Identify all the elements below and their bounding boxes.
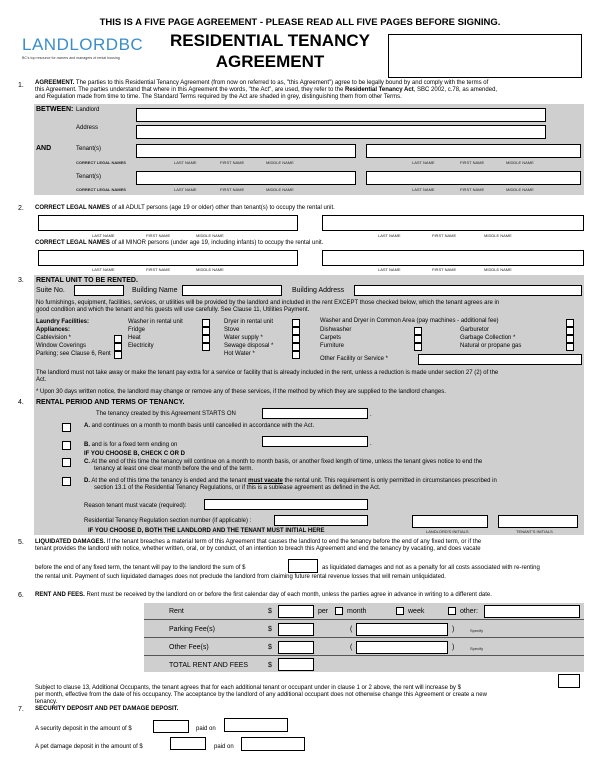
s3-text bbox=[36, 300, 582, 314]
hotwater-checkbox[interactable] bbox=[292, 351, 300, 359]
cablevision-label: Cablevision * bbox=[36, 335, 72, 341]
fridge-checkbox[interactable] bbox=[202, 327, 210, 335]
option-a-label: A. bbox=[84, 423, 90, 429]
tenant1-middle-caption: MIDDLE NAME bbox=[266, 160, 294, 165]
s6-subject bbox=[35, 685, 560, 706]
washer-label: Washer in rental unit bbox=[128, 319, 183, 325]
s5-text-line2: tenant provides the landlord with notice, whether written, oral, or by conduct, of an intention to breach this Agreement and end the tenancy by vacating, and does vacate bbox=[35, 546, 481, 552]
s6-sub-line1: Subject to clause 13, Additional Occupants, the tenant agrees that for each additional tenant or occupant under in clause 1 or 2 above, the rent will increase by $ bbox=[35, 685, 461, 691]
rent-row-line bbox=[144, 619, 584, 620]
parking-rparen: ) bbox=[452, 626, 455, 633]
s1-text-line1: The parties to this Residential Tenancy Agreement (from now on referred to as, "this Agreement") agree to be legally bound by and comply with the terms of bbox=[75, 80, 489, 86]
fridge-label: Fridge bbox=[128, 327, 146, 333]
parking-fee-label: Parking Fee(s) bbox=[169, 626, 215, 633]
landlord-label: Landlord bbox=[76, 107, 100, 113]
minor-middle-2: MIDDLE NAME bbox=[484, 267, 512, 272]
s3-note bbox=[36, 370, 582, 384]
gas-checkbox[interactable] bbox=[566, 343, 574, 351]
month-label: month bbox=[347, 608, 367, 615]
s1-text bbox=[35, 80, 585, 101]
option-d-checkbox[interactable] bbox=[62, 477, 71, 486]
tenant1-last-caption: LAST NAME bbox=[174, 160, 197, 165]
s5-text-line3b: as liquidated damages and not as a penalty for all costs associated with re-renting bbox=[322, 565, 540, 571]
hotwater-label: Hot Water * bbox=[224, 351, 255, 357]
logo bbox=[22, 36, 142, 68]
window-coverings-label: Window Coverings bbox=[36, 343, 87, 349]
building-name-field[interactable] bbox=[182, 285, 282, 296]
s6-number: 6. bbox=[18, 592, 24, 599]
s5-text-line4: the rental unit. Payment of such liquidated damages does not preclude the landlord from claiming future rental revenue losses that will remain unliquidated. bbox=[35, 574, 446, 580]
option-d-label: D. bbox=[84, 478, 90, 484]
carpets-label: Carpets bbox=[320, 335, 342, 341]
other-facility-label: Other Facility or Service * bbox=[320, 356, 389, 362]
tenant3-first-caption: FIRST NAME bbox=[220, 187, 245, 192]
s3-text-line2: good condition and which the tenant and his guests will use carefully. See Clause 11, Utilities Payment. bbox=[36, 307, 310, 313]
stove-label: Stove bbox=[224, 327, 240, 333]
starts-label: The tenancy created by this Agreement STARTS ON bbox=[96, 411, 236, 417]
must-vacate-text: must vacate bbox=[248, 478, 283, 484]
option-c-desc-1: At the end of this time the tenancy will continue on a month to month basis, or another fixed length of time, unless the tenant gives notice to end the bbox=[91, 459, 483, 465]
s6-heading: RENT AND FEES. bbox=[35, 592, 85, 598]
s2-number: 2. bbox=[18, 205, 24, 212]
building-name-label: Building Name bbox=[132, 287, 178, 294]
option-a-text bbox=[84, 423, 314, 430]
regulation-label: Residential Tenancy Regulation section number (if applicable) : bbox=[84, 518, 252, 524]
other-rparen: ) bbox=[452, 644, 455, 651]
adult-occupants-field-left[interactable] bbox=[38, 215, 298, 231]
tenant2-first-caption: FIRST NAME bbox=[460, 160, 485, 165]
rent-amount-field[interactable] bbox=[278, 605, 314, 618]
minor-first-2: FIRST NAME bbox=[432, 267, 457, 272]
s3-footnote: * Upon 30 days written notice, the landlord may change or remove any of these services, if the method by which they are supplied to the landlord changes. bbox=[36, 389, 446, 395]
s5-text-line1: If the tenant breaches a material term of this Agreement that causes the landlord to end the tenancy before the end of any fixed term, or if the bbox=[106, 539, 482, 545]
electricity-label: Electricity bbox=[128, 343, 154, 349]
option-c-desc-2: tenancy at least one clear month before the end of the term. bbox=[94, 466, 254, 472]
tenant2-last-caption: LAST NAME bbox=[412, 160, 435, 165]
adult-middle-1: MIDDLE NAME bbox=[196, 233, 224, 238]
adult-last-1: LAST NAME bbox=[92, 233, 115, 238]
adult-first-1: FIRST NAME bbox=[146, 233, 171, 238]
office-use-box[interactable] bbox=[388, 34, 582, 78]
garbage-checkbox[interactable] bbox=[566, 335, 574, 343]
s7-number: 7. bbox=[18, 706, 24, 713]
s5-amount-line bbox=[35, 565, 245, 572]
s3-heading: RENTAL UNIT TO BE RENTED. bbox=[36, 277, 138, 284]
tenant2-name-left[interactable] bbox=[136, 171, 356, 185]
week-checkbox[interactable] bbox=[396, 607, 404, 615]
minor-first-1: FIRST NAME bbox=[146, 267, 171, 272]
option-b-checkbox[interactable] bbox=[62, 441, 71, 450]
common-laundry-checkbox[interactable] bbox=[566, 319, 574, 327]
s1-text-line2c: , SBC 2002, c.78, as amended, bbox=[413, 87, 498, 93]
parking-label: Parking; see Clause 6, Rent bbox=[36, 351, 111, 357]
dryer-checkbox[interactable] bbox=[292, 319, 300, 327]
s4-heading: RENTAL PERIOD AND TERMS OF TENANCY. bbox=[36, 399, 185, 406]
s6-text bbox=[35, 592, 492, 599]
start-date-field[interactable] bbox=[262, 408, 368, 419]
minor-last-2: LAST NAME bbox=[378, 267, 401, 272]
tenant2-middle-caption: MIDDLE NAME bbox=[506, 160, 534, 165]
s2-minor-text bbox=[35, 240, 323, 247]
total-dollar: $ bbox=[268, 662, 272, 669]
s2-adult-heading: CORRECT LEGAL NAMES bbox=[35, 205, 110, 211]
s1-act-name: Residential Tenancy Act bbox=[345, 87, 414, 93]
s6-desc: Rent must be received by the landlord on or before the first calendar day of each month, unless the parties agree in advance in writing to a different date. bbox=[86, 592, 492, 598]
s3-number: 3. bbox=[18, 277, 24, 284]
other-facility-field[interactable] bbox=[418, 354, 582, 365]
furniture-checkbox[interactable] bbox=[414, 343, 422, 351]
security-deposit-field[interactable] bbox=[153, 720, 189, 733]
parking-row-line bbox=[144, 637, 584, 638]
parking-fee-field[interactable] bbox=[278, 623, 314, 636]
s6-sub-line2: per month, effective from the date of his occupancy. The acceptance by the landlord of any additional occupant does not otherwise change this Agreement or create a new bbox=[35, 692, 487, 698]
garburetor-checkbox[interactable] bbox=[566, 327, 574, 335]
initial-note: IF YOU CHOOSE D, BOTH THE LANDLORD AND THE TENANT MUST INITIAL HERE bbox=[88, 528, 325, 534]
washer-checkbox[interactable] bbox=[202, 319, 210, 327]
s1-text-line3: and Regulation made from time to time. The Standard Terms required by the Act are shaded in grey, distinguishing them from other Terms. bbox=[35, 94, 402, 100]
tenant2-name-right[interactable] bbox=[366, 171, 581, 185]
between-label: BETWEEN: bbox=[36, 106, 74, 113]
minor-last-1: LAST NAME bbox=[92, 267, 115, 272]
option-a-checkbox[interactable] bbox=[62, 423, 71, 432]
reason-label: Reason tenant must vacate (required): bbox=[84, 503, 187, 509]
option-c-label: C. bbox=[84, 459, 90, 465]
parking-dollar: $ bbox=[268, 626, 272, 633]
option-c-checkbox[interactable] bbox=[62, 458, 71, 467]
carpets-checkbox[interactable] bbox=[414, 335, 422, 343]
pet-paid-date-field[interactable] bbox=[241, 737, 305, 751]
sewage-checkbox[interactable] bbox=[292, 343, 300, 351]
start-date-period: . bbox=[370, 412, 372, 418]
parking-lparen: ( bbox=[350, 626, 353, 633]
heat-checkbox[interactable] bbox=[202, 335, 210, 343]
s1-number: 1. bbox=[18, 82, 24, 89]
s7-heading: SECURITY DEPOSIT AND PET DAMAGE DEPOSIT. bbox=[35, 706, 179, 712]
s5-text bbox=[35, 539, 585, 553]
stove-checkbox[interactable] bbox=[292, 327, 300, 335]
week-label: week bbox=[408, 608, 425, 615]
suite-field[interactable] bbox=[74, 285, 124, 296]
option-b-desc: and is for a fixed term ending on bbox=[91, 442, 178, 448]
furniture-label: Furniture bbox=[320, 343, 345, 349]
tenant2-label: Tenant(s) bbox=[76, 174, 102, 180]
tenant1-legal-caption: CORRECT LEGAL NAMES bbox=[76, 160, 126, 165]
window-coverings-checkbox[interactable] bbox=[114, 343, 122, 351]
option-b-text bbox=[84, 442, 177, 449]
month-checkbox[interactable] bbox=[335, 607, 343, 615]
pet-deposit-field[interactable] bbox=[170, 737, 206, 750]
tenant3-last-caption: LAST NAME bbox=[174, 187, 197, 192]
banner: THIS IS A FIVE PAGE AGREEMENT - PLEASE READ ALL FIVE PAGES BEFORE SIGNING. bbox=[99, 17, 501, 28]
page-title bbox=[140, 30, 400, 72]
other-specify-caption: Specify bbox=[470, 646, 484, 651]
s6-rent-panel bbox=[144, 603, 584, 672]
building-address-field[interactable] bbox=[354, 285, 582, 296]
option-b-label: B. bbox=[84, 442, 90, 448]
landlord-initials-field[interactable] bbox=[412, 515, 488, 528]
logo-wordmark: LANDLORDBC bbox=[22, 35, 144, 54]
other-period-label: other: bbox=[460, 608, 478, 615]
tenant4-last-caption: LAST NAME bbox=[412, 187, 435, 192]
choose-note: IF YOU CHOOSE B, CHECK C OR D bbox=[84, 451, 185, 457]
facilities-col-5 bbox=[460, 326, 521, 350]
tenant1-label: Tenant(s) bbox=[76, 146, 102, 152]
rent-label: Rent bbox=[169, 608, 184, 615]
adult-first-2: FIRST NAME bbox=[432, 233, 457, 238]
other-specify-field[interactable] bbox=[356, 641, 448, 654]
tenant2-legal-caption: CORRECT LEGAL NAMES bbox=[76, 187, 126, 192]
address-label: Address bbox=[76, 125, 99, 131]
facilities-col-1 bbox=[36, 318, 111, 358]
s5-text-line3a: before the end of any fixed term, the tenant will pay to the landlord the sum of $ bbox=[35, 565, 246, 571]
tenant1-name-left[interactable] bbox=[136, 144, 356, 158]
s2-adult-desc: of all ADULT persons (age 19 or older) other than tenant(s) to occupy the rental unit. bbox=[111, 205, 335, 211]
adult-middle-2: MIDDLE NAME bbox=[484, 233, 512, 238]
s3-text-line1: No furnishings, equipment, facilities, services, or utilities will be provided by the landlord and included in the rent EXCEPT those checked below, which the tenant agrees are in bbox=[36, 300, 500, 306]
garbage-label: Garbage Collection * bbox=[460, 335, 516, 341]
tenant1-name-right[interactable] bbox=[366, 144, 581, 158]
security-paid-label: paid on bbox=[196, 726, 216, 732]
tenant-initials-field[interactable] bbox=[498, 515, 578, 528]
adult-last-2: LAST NAME bbox=[378, 233, 401, 238]
s3-panel bbox=[34, 275, 584, 397]
common-laundry-label: Washer and Dryer in Common Area (pay machines - additional fee) bbox=[320, 318, 499, 324]
dishwasher-label: Dishwasher bbox=[320, 327, 352, 333]
parking-specify-caption: Specify bbox=[470, 628, 484, 633]
liquidated-damages-field[interactable] bbox=[288, 559, 318, 573]
option-d-desc-2: section 13.1 of the Residential Tenancy Regulations, or if this is a sublease agreement as defined in the Act. bbox=[94, 485, 381, 491]
title-line-1: RESIDENTIAL TENANCY bbox=[170, 31, 370, 50]
and-label: AND bbox=[36, 145, 52, 152]
per-label: per bbox=[318, 608, 329, 615]
s1-heading: AGREEMENT. bbox=[35, 80, 75, 86]
option-a-desc: and continues on a month to month basis until cancelled in accordance with the Act. bbox=[91, 423, 315, 429]
security-deposit-label: A security deposit in the amount of $ bbox=[35, 726, 132, 732]
title-line-2: AGREEMENT bbox=[215, 52, 325, 71]
reason-field[interactable] bbox=[204, 499, 368, 510]
landlord-initials-caption: LANDLORD'S INITIALS bbox=[426, 529, 469, 534]
option-c-text bbox=[84, 459, 580, 473]
minor-occupants-field-right[interactable] bbox=[322, 250, 584, 266]
security-paid-date-field[interactable] bbox=[224, 718, 288, 732]
option-d-text bbox=[84, 478, 580, 492]
heat-label: Heat bbox=[128, 335, 141, 341]
minor-occupants-field-left[interactable] bbox=[38, 250, 298, 266]
end-date-period: . bbox=[370, 441, 372, 447]
option-d-desc-1c: the rental unit. This requirement is only permitted in circumstances prescribed in bbox=[284, 478, 497, 484]
s1-parties-panel bbox=[34, 104, 584, 195]
garburetor-label: Garburetor bbox=[460, 327, 490, 333]
other-lparen: ( bbox=[350, 644, 353, 651]
tenant1-first-caption: FIRST NAME bbox=[220, 160, 245, 165]
tenant4-first-caption: FIRST NAME bbox=[460, 187, 485, 192]
facilities-col-3 bbox=[224, 318, 273, 358]
additional-occupant-rent-field[interactable] bbox=[558, 674, 580, 688]
building-address-label: Building Address bbox=[292, 287, 345, 294]
dishwasher-checkbox[interactable] bbox=[414, 327, 422, 335]
total-label: TOTAL RENT AND FEES bbox=[169, 662, 249, 669]
s4-panel bbox=[34, 397, 584, 535]
end-date-field[interactable] bbox=[262, 436, 368, 447]
tenant4-middle-caption: MIDDLE NAME bbox=[506, 187, 534, 192]
s2-adult-text bbox=[35, 205, 335, 212]
facilities-col-4 bbox=[320, 326, 351, 350]
s5-number: 5. bbox=[18, 539, 24, 546]
other-fee-dollar: $ bbox=[268, 644, 272, 651]
other-row-line bbox=[144, 655, 584, 656]
electricity-checkbox[interactable] bbox=[202, 343, 210, 351]
s2-minor-desc: of all MINOR persons (under age 19, including infants) to occupy the rental unit. bbox=[111, 240, 324, 246]
cablevision-checkbox[interactable] bbox=[114, 335, 122, 343]
adult-occupants-field-right[interactable] bbox=[322, 215, 584, 231]
s2-minor-heading: CORRECT LEGAL NAMES bbox=[35, 240, 110, 246]
sewage-label: Sewage disposal * bbox=[224, 343, 274, 349]
s4-number: 4. bbox=[18, 399, 24, 406]
s5-heading: LIQUIDATED DAMAGES. bbox=[35, 539, 106, 545]
facilities-col-2 bbox=[128, 318, 183, 350]
laundry-label: Laundry Facilities: bbox=[36, 319, 90, 325]
rent-dollar: $ bbox=[268, 608, 272, 615]
other-fee-field[interactable] bbox=[278, 641, 314, 654]
pet-deposit-label: A pet damage deposit in the amount of $ bbox=[35, 744, 143, 750]
total-field[interactable] bbox=[278, 658, 314, 671]
water-label: Water supply * bbox=[224, 335, 263, 341]
pet-paid-label: paid on bbox=[214, 744, 234, 750]
water-checkbox[interactable] bbox=[292, 335, 300, 343]
parking-specify-field[interactable] bbox=[356, 623, 448, 636]
landlord-address-field[interactable] bbox=[136, 125, 546, 139]
landlord-name-field[interactable] bbox=[136, 108, 546, 122]
other-period-checkbox[interactable] bbox=[448, 607, 456, 615]
appliances-label: Appliances: bbox=[36, 327, 71, 333]
s6-sub-line3: tenancy. bbox=[35, 699, 58, 705]
suite-label: Suite No. bbox=[36, 287, 65, 294]
s1-text-line2a: this Agreement. The parties understand that where in this Agreement the words, "the Act", are used, they refer to the bbox=[35, 87, 344, 93]
option-d-desc-1a: At the end of this time the tenancy is ended and the tenant bbox=[91, 478, 247, 484]
tenant-initials-caption: TENANT'S INITIALS bbox=[516, 529, 553, 534]
tenant3-middle-caption: MIDDLE NAME bbox=[266, 187, 294, 192]
parking-checkbox[interactable] bbox=[114, 351, 122, 359]
gas-label: Natural or propane gas bbox=[460, 343, 522, 349]
logo-tagline: BC's top resource for owners and managers of rental housing bbox=[22, 56, 120, 60]
other-fee-label: Other Fee(s) bbox=[169, 644, 209, 651]
dryer-label: Dryer in rental unit bbox=[224, 319, 274, 325]
other-period-field[interactable] bbox=[484, 605, 580, 618]
s3-note-line2: Act. bbox=[36, 377, 47, 383]
regulation-field[interactable] bbox=[274, 515, 368, 526]
minor-middle-1: MIDDLE NAME bbox=[196, 267, 224, 272]
s3-note-line1: The landlord must not take away or make the tenant pay extra for a service or facility that is already included in the rent, unless a reduction is made under section 27 (2) of the bbox=[36, 370, 499, 376]
